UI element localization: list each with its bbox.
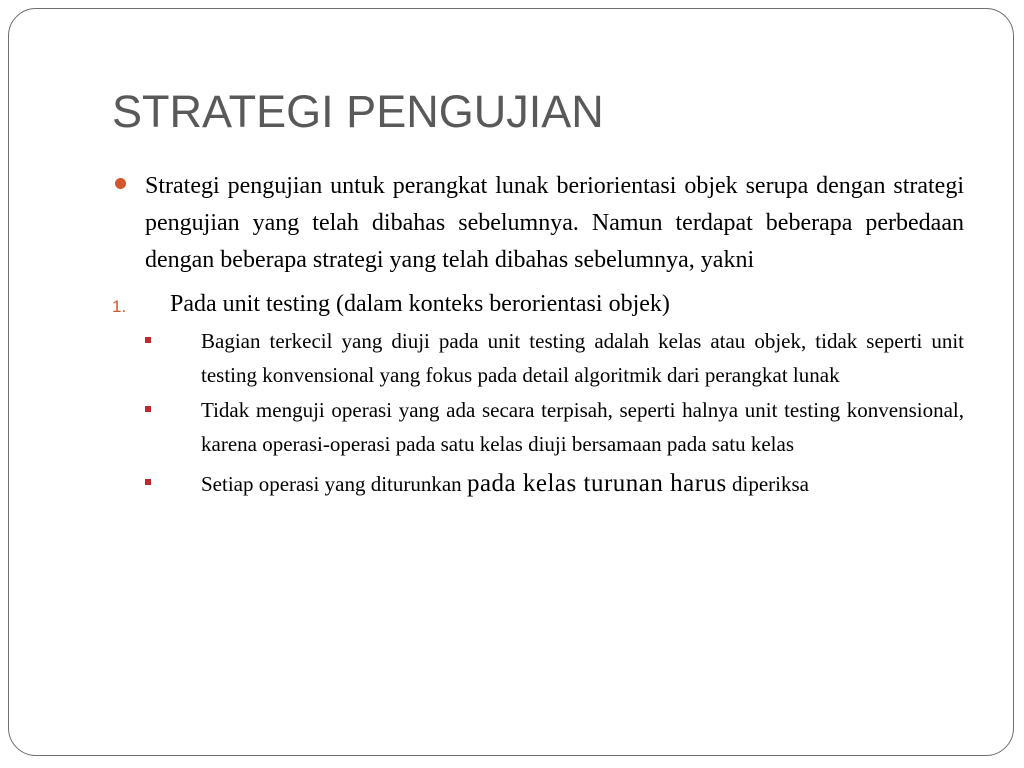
sub-item-text: Tidak menguji operasi yang ada secara terpisah, seperti halnya unit testing konvensional, karena operasi-operasi pada satu kelas diuji bersamaan pada satu kelas: [201, 398, 964, 456]
bullet-dot-icon: [115, 178, 126, 189]
sub-item-text-end: diperiksa: [726, 472, 809, 496]
numbered-item-text: Pada unit testing (dalam konteks berorientasi objek): [170, 291, 670, 317]
square-bullet-icon: [145, 479, 151, 485]
slide-content: [112, 168, 964, 503]
sub-item-text: Bagian terkecil yang diuji pada unit testing adalah kelas atau objek, tidak seperti unit testing konvensional yang fokus pada detail algoritmik dari perangkat lunak: [201, 329, 964, 387]
intro-bullet: [112, 168, 964, 279]
item-number: 1.: [112, 297, 127, 316]
square-bullet-icon: [145, 406, 151, 412]
slide-title: STRATEGI PENGUJIAN: [112, 86, 604, 137]
sub-item-2: [112, 394, 964, 461]
sub-item-1: [112, 325, 964, 392]
square-bullet-icon: [145, 337, 151, 343]
sub-item-text-start: Setiap operasi yang diturunkan: [201, 472, 467, 496]
intro-text: Strategi pengujian untuk perangkat lunak beriorientasi objek serupa dengan strategi pengujian yang telah dibahas sebelumnya. Namun terdapat beberapa perbedaan dengan beberapa strategi yang telah dibahas sebelumnya, yakni: [145, 173, 964, 273]
sub-list: [112, 325, 964, 501]
sub-item-3: [112, 467, 964, 501]
numbered-item-1: [112, 287, 964, 321]
sub-item-text-large: pada kelas turunan harus: [466, 470, 727, 497]
